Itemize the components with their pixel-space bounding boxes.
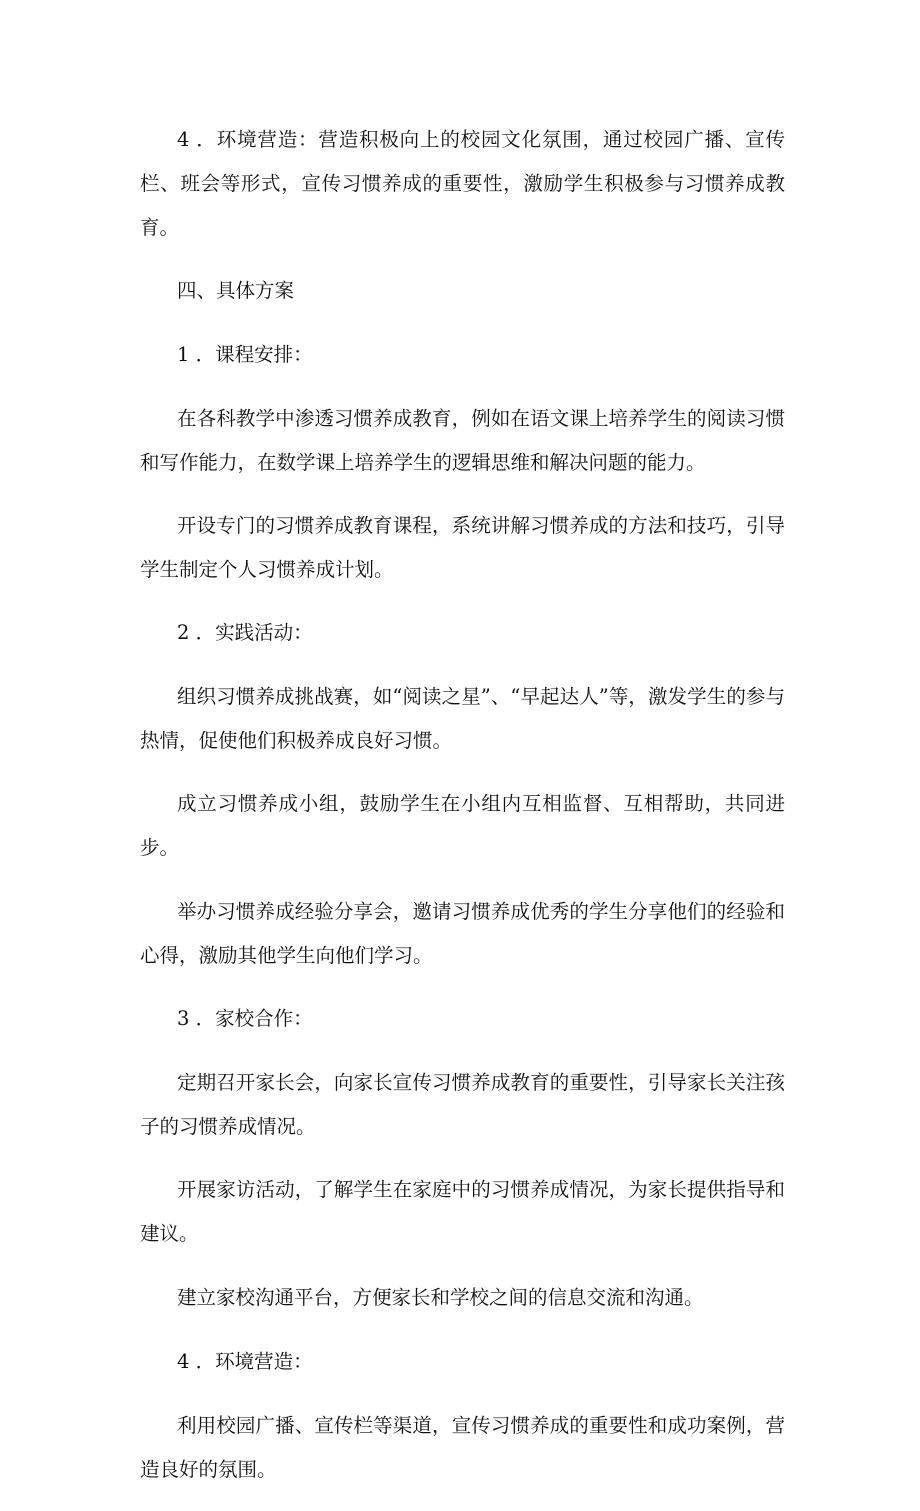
paragraph-home-school-2: 开展家访活动，了解学生在家庭中的习惯养成情况，为家长提供指导和建议。: [140, 1178, 785, 1245]
paragraph-environment-intro: 4 ．环境营造：营造积极向上的校园文化氛围，通过校园广播、宣传栏、班会等形式，宣传习惯养成的重要性，激励学生积极参与习惯养成教育。: [140, 128, 785, 239]
paragraph-home-school-3: 建立家校沟通平台，方便家长和学校之间的信息交流和沟通。: [177, 1286, 704, 1309]
paragraph-practice-2: 成立习惯养成小组，鼓励学生在小组内互相监督、互相帮助，共同进步。: [140, 792, 785, 859]
paragraph-course-2: 开设专门的习惯养成教育课程，系统讲解习惯养成的方法和技巧，引导学生制定个人习惯养成计划。: [140, 514, 785, 581]
subheading-course-arrangement: 1 ．课程安排：: [177, 343, 313, 366]
subheading-home-school: 3 ．家校合作：: [177, 1007, 313, 1030]
paragraph-home-school-1: 定期召开家长会，向家长宣传习惯养成教育的重要性，引导家长关注孩子的习惯养成情况。: [140, 1071, 785, 1138]
subheading-practice-activities: 2 ．实践活动：: [177, 621, 313, 644]
paragraph-environment-1: 利用校园广播、宣传栏等渠道，宣传习惯养成的重要性和成功案例，营造良好的氛围。: [140, 1414, 785, 1481]
paragraph-course-1: 在各科教学中渗透习惯养成教育，例如在语文课上培养学生的阅读习惯和写作能力，在数学课上培养学生的逻辑思维和解决问题的能力。: [140, 407, 785, 474]
subheading-environment: 4 ．环境营造：: [177, 1350, 313, 1373]
paragraph-practice-3: 举办习惯养成经验分享会，邀请习惯养成优秀的学生分享他们的经验和心得，激励其他学生向他们学习。: [140, 900, 785, 967]
paragraph-practice-1: 组织习惯养成挑战赛，如“阅读之星”、“早起达人”等，激发学生的参与热情，促使他们积极养成良好习惯。: [140, 685, 785, 752]
document-body: [140, 118, 785, 1511]
section-heading-specific-plan: 四、具体方案: [177, 279, 295, 302]
